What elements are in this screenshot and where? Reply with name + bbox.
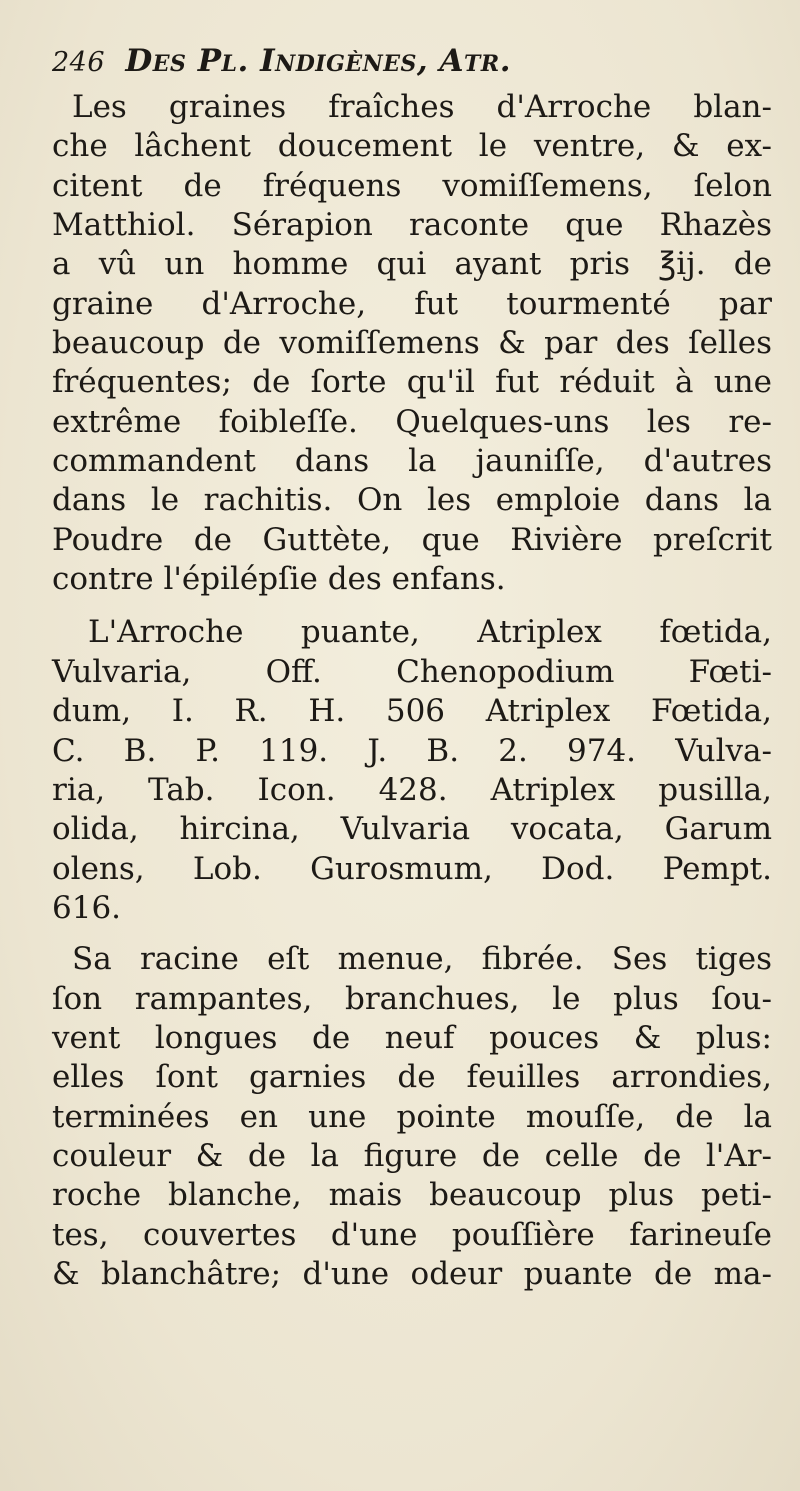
text-line: elles ſont garnies de feuilles arrondies,: [52, 1059, 772, 1096]
text-line: & blanchâtre; d'une odeur puante de ma-: [52, 1255, 772, 1292]
paragraph: [52, 613, 772, 928]
text-line: vent longues de neuf pouces & plus:: [52, 1019, 772, 1056]
text-line: ſon rampantes, branchues, le plus ſou-: [52, 980, 772, 1017]
text-line: couleur & de la figure de celle de l'Ar-: [52, 1137, 772, 1174]
body-text: [52, 88, 772, 1294]
running-title: Des Pl. Indigènes, Atr.: [125, 43, 511, 79]
text-line: beaucoup de vomiſſemens & par des ſelles: [52, 325, 772, 362]
paragraph: [52, 940, 772, 1294]
text-line: Poudre de Guttète, que Rivière preſcrit: [52, 521, 772, 558]
text-line: terminées en une pointe mouſſe, de la: [52, 1098, 772, 1135]
text-line: olida, hircina, Vulvaria vocata, Garum: [52, 811, 772, 848]
running-header: [52, 44, 780, 80]
text-line: L'Arroche puante, Atriplex fœtida,: [88, 614, 772, 651]
text-line: commandent dans la jauniſſe, d'autres: [52, 443, 772, 480]
text-line: dans le rachitis. On les emploie dans la: [52, 482, 772, 519]
text-line: Les graines fraîches d'Arroche blan-: [72, 89, 772, 125]
text-line: citent de fréquens vomiſſemens, ſelon: [52, 167, 772, 204]
text-line: che lâchent doucement le ventre, & ex-: [52, 128, 772, 165]
text-line: graine d'Arroche, fut tourmenté par: [52, 285, 772, 322]
text-line: a vû un homme qui ayant pris ℥ij. de: [52, 246, 772, 283]
text-line: Matthiol. Sérapion raconte que Rhazès: [52, 207, 772, 244]
text-line: C. B. P. 119. J. B. 2. 974. Vulva-: [52, 732, 772, 769]
text-line: roche blanche, mais beaucoup plus peti-: [52, 1177, 772, 1214]
text-line: 616.: [52, 889, 122, 926]
text-line: dum, I. R. H. 506 Atriplex Fœtida,: [52, 693, 772, 730]
text-line: olens, Lob. Gurosmum, Dod. Pempt.: [52, 850, 772, 887]
text-line: ria, Tab. Icon. 428. Atriplex pusilla,: [52, 771, 772, 808]
text-line: extrême foibleſſe. Quelques-uns les re-: [52, 403, 772, 440]
text-line: fréquentes; de ſorte qu'il fut réduit à une: [52, 364, 772, 401]
page-number: 246: [52, 47, 106, 78]
text-line: contre l'épilépſie des enfans.: [52, 561, 506, 598]
paragraph: [52, 88, 772, 599]
text-line: tes, couvertes d'une pouſſière farineuſe: [52, 1216, 772, 1253]
text-line: Sa racine eſt menue, fibrée. Ses tiges: [72, 941, 772, 978]
text-line: Vulvaria, Off. Chenopodium Fœti-: [52, 653, 772, 690]
